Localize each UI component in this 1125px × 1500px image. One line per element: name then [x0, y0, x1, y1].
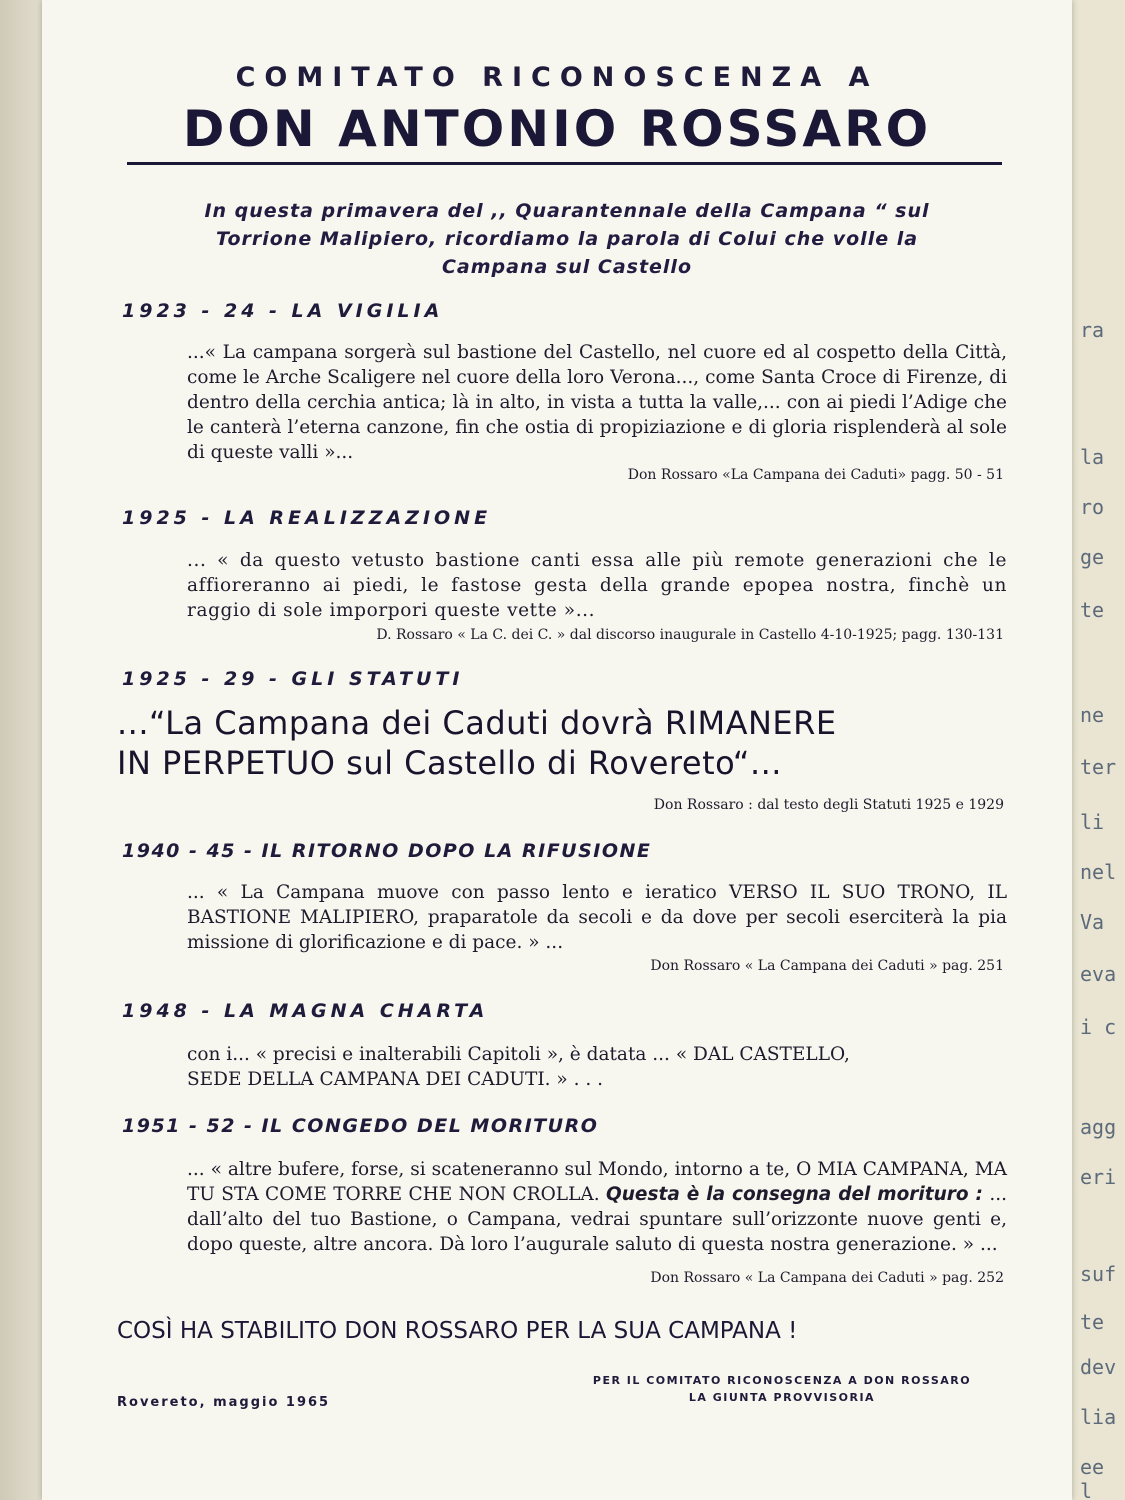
quote-emphasis: Questa è la consegna del morituro :: [606, 1184, 983, 1205]
typed-fragment: ge: [1080, 545, 1105, 569]
section-quote-ritorno: ... « La Campana muove con passo lento e ieratico VERSO IL SUO TRONO, IL BASTIONE MALIPIERO, praparatole da secoli e da dove per secoli eserciterà la pia missione di glorificazione e di pace. » ...: [187, 882, 1007, 953]
typed-fragment: eva: [1080, 962, 1117, 986]
signature-line: LA GIUNTA PROVVISORIA: [688, 1391, 876, 1404]
section-citation-statuti: Don Rossaro : dal testo degli Statuti 1925 e 1929: [653, 797, 1004, 813]
signature-block: [572, 1372, 992, 1406]
typed-fragment: ro: [1080, 495, 1105, 519]
place-date: Rovereto, maggio 1965: [117, 1395, 331, 1410]
typed-fragment: Va: [1080, 910, 1105, 934]
quote-part: ... « altre bufere, forse, si scateneranno sul Mondo, intorno a te, O MIA CAMPANA, MA TU STA COME TORRE CHE NON CROLLA.: [187, 1159, 1007, 1205]
statuti-quote-line: IN PERPETUO sul Castello di Rovereto“...: [117, 744, 782, 782]
typed-fragment: i c: [1080, 1015, 1117, 1039]
typed-fragment: la: [1080, 445, 1105, 469]
intro-line: Campana sul Castello: [441, 256, 693, 278]
section-title-vigilia: 1923 - 24 - LA VIGILIA: [122, 300, 444, 322]
section-title-statuti: 1925 - 29 - GLI STATUTI: [122, 668, 464, 690]
leaflet-sheet: [42, 0, 1072, 1500]
typed-fragment: ee l: [1080, 1455, 1105, 1500]
intro-line: In questa primavera del ,, Quarantennale della Campana “ sul: [204, 200, 930, 222]
typed-fragment: ter: [1080, 755, 1117, 779]
typed-fragment: ne: [1080, 703, 1105, 727]
typed-fragment: suf: [1080, 1262, 1117, 1286]
background-left-edge: [0, 0, 45, 1500]
header-name: DON ANTONIO ROSSARO: [182, 100, 932, 158]
statuti-quote: [117, 703, 1017, 783]
statuti-quote-line: ...“La Campana dei Caduti dovrà RIMANERE: [117, 704, 837, 742]
typed-fragment: lia: [1080, 1405, 1117, 1429]
typed-fragment: nel: [1080, 860, 1117, 884]
typed-fragment: te: [1080, 1310, 1105, 1334]
quote-part: ... dall’alto del tuo Bastione, o Campana, vedrai spuntare sull’orizzonte nuove genti e, dopo queste, altre ancora. Dà loro l’augurale saluto di questa nostra generazione. » ...: [187, 1184, 1007, 1255]
section-quote-magna-charta: [187, 1042, 1007, 1092]
typed-fragment: dev: [1080, 1355, 1117, 1379]
intro-line: Torrione Malipiero, ricordiamo la parola di Colui che volle la: [215, 228, 919, 250]
quote-line: con i... « precisi e inalterabili Capitoli », è datata ... « DAL CASTELLO,: [187, 1044, 850, 1065]
section-quote-realizzazione: ... « da questo vetusto bastione canti essa alle più remote generazioni che le affioreranno ai piedi, le fastose gesta della grande epopea nostra, finchè un raggio di sole imporpori queste vette »...: [187, 550, 1007, 621]
section-citation-ritorno: Don Rossaro « La Campana dei Caduti » pag. 251: [650, 958, 1004, 974]
typed-fragment: agg: [1080, 1115, 1117, 1139]
section-citation-vigilia: Don Rossaro «La Campana dei Caduti» pagg. 50 - 51: [627, 467, 1004, 483]
section-title-congedo: 1951 - 52 - IL CONGEDO DEL MORITURO: [122, 1115, 599, 1137]
closing-statement: COSÌ HA STABILITO DON ROSSARO PER LA SUA CAMPANA !: [117, 1318, 798, 1344]
signature-line: PER IL COMITATO RICONOSCENZA A DON ROSSARO: [592, 1374, 972, 1387]
intro-text: [127, 197, 1007, 281]
section-citation-congedo: Don Rossaro « La Campana dei Caduti » pag. 252: [650, 1270, 1004, 1286]
section-title-magna-charta: 1948 - LA MAGNA CHARTA: [122, 1000, 489, 1022]
section-quote-congedo: [187, 1157, 1007, 1257]
typed-fragment: ra: [1080, 318, 1105, 342]
quote-line: SEDE DELLA CAMPANA DEI CADUTI. » . . .: [187, 1069, 604, 1090]
section-citation-realizzazione: D. Rossaro « La C. dei C. » dal discorso inaugurale in Castello 4-10-1925; pagg. 130-131: [376, 627, 1004, 643]
typed-fragment: li: [1080, 810, 1105, 834]
header-committee: COMITATO RICONOSCENZA A: [235, 62, 879, 93]
typed-fragment: eri: [1080, 1165, 1117, 1189]
section-title-realizzazione: 1925 - LA REALIZZAZIONE: [122, 507, 492, 529]
section-quote-vigilia: ...« La campana sorgerà sul bastione del Castello, nel cuore ed al cospetto della Città, come le Arche Scaligere nel cuore della loro Verona..., come Santa Croce di Firenze, di dentro della cerchia antica; là in alto, in vista a tutta la valle,... con ai piedi l’Adige che le canterà l’eterna canzone, fin che ostia di propiziazione e di gloria risplenderà al sole di queste valli »...: [187, 342, 1007, 463]
header-rule: [127, 162, 1002, 165]
section-title-ritorno: 1940 - 45 - IL RITORNO DOPO LA RIFUSIONE: [122, 840, 652, 862]
typed-fragment: te: [1080, 598, 1105, 622]
